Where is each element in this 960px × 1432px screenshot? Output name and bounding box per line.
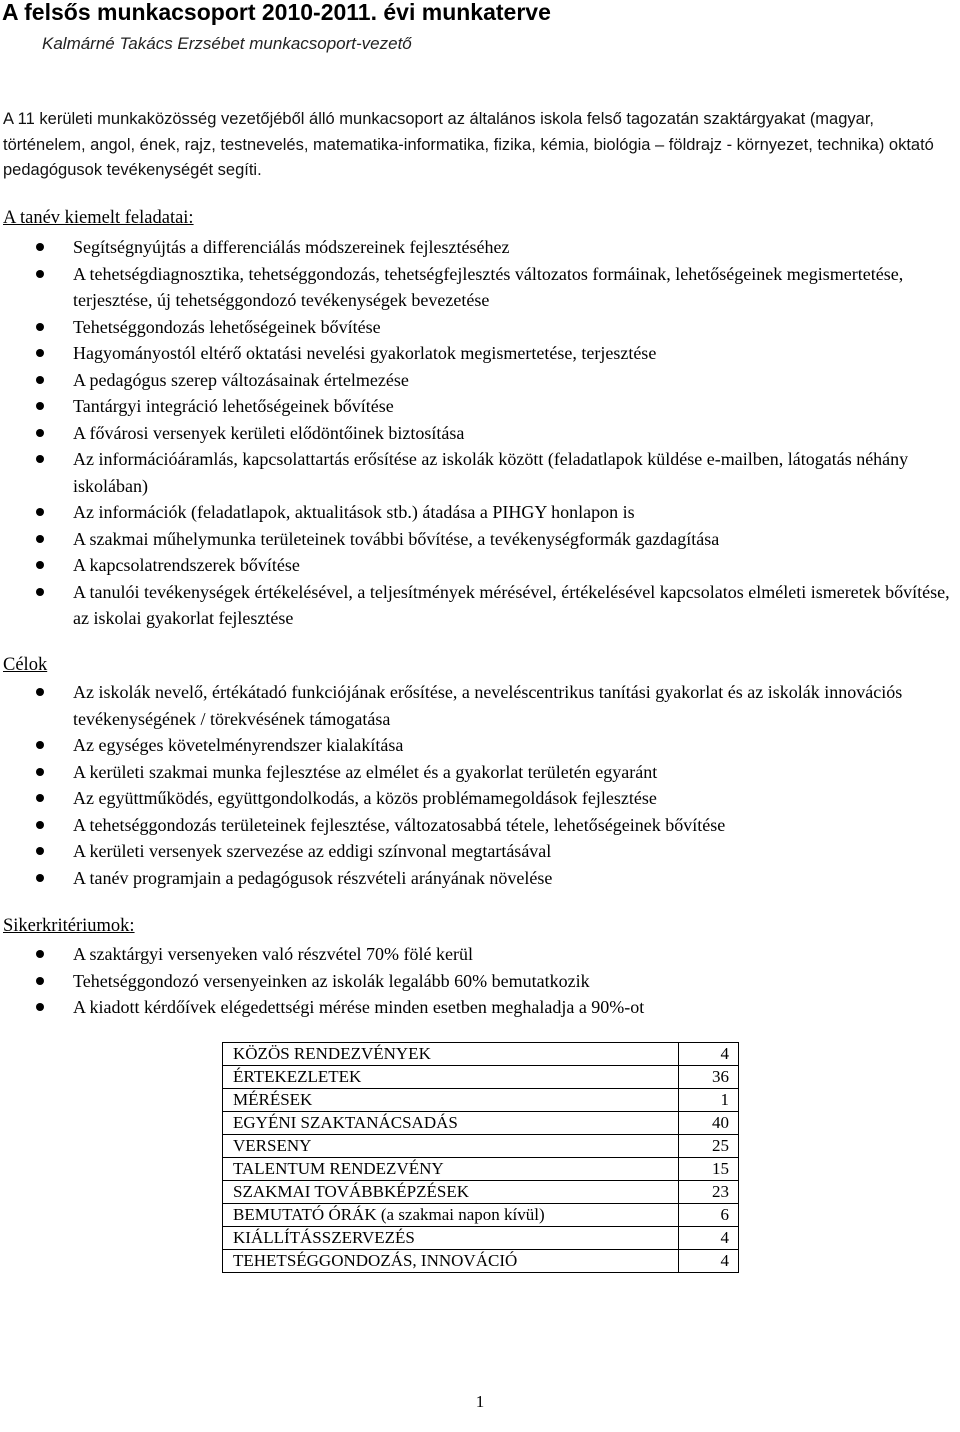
intro-paragraph: A 11 kerületi munkaközösség vezetőjéből álló munkacsoport az általános iskola felső tagozatán szaktárgyakat (magyar, történelem, angol, ének, rajz, testnevelés, matematika-informatika, fizika, kémia, biológia – földrajz - környezet, technika) oktató pedagógusok tevékenységét segíti.	[3, 110, 934, 179]
list-item: A tehetséggondozás területeinek fejlesztése, változatosabbá tétele, lehetőségeinek bővítése	[0, 812, 950, 839]
list-item: Segítségnyújtás a differenciálás módszereinek fejlesztéséhez	[0, 234, 950, 261]
list-item: A tanulói tevékenységek értékelésével, a teljesítmények mérésével, értékelésével kapcsolatos elméleti ismeretek bővítése, az iskolai gyakorlat fejlesztése	[0, 579, 950, 632]
table-row	[223, 1066, 739, 1089]
event-count: 4	[679, 1043, 739, 1066]
list-item: A kerületi versenyek szervezése az eddigi színvonal megtartásával	[0, 838, 950, 865]
tasks-list	[0, 234, 950, 632]
list-item: A szakmai műhelymunka területeinek további bővítése, a tevékenységformák gazdagítása	[0, 526, 950, 553]
list-item: Hagyományostól eltérő oktatási nevelési gyakorlatok megismertetése, terjesztése	[0, 340, 950, 367]
list-item: Tehetséggondozó versenyeinken az iskolák legalább 60% bemutatkozik	[0, 968, 950, 995]
event-count: 1	[679, 1089, 739, 1112]
event-count: 36	[679, 1066, 739, 1089]
table-row	[223, 1112, 739, 1135]
event-count: 4	[679, 1250, 739, 1273]
event-label: ÉRTEKEZLETEK	[223, 1066, 679, 1089]
table-row	[223, 1227, 739, 1250]
event-count: 15	[679, 1158, 739, 1181]
event-count: 23	[679, 1181, 739, 1204]
criteria-list	[0, 941, 950, 1021]
table-row	[223, 1250, 739, 1273]
list-item: Az információk (feladatlapok, aktualitások stb.) átadása a PIHGY honlapon is	[0, 499, 950, 526]
list-item: A fővárosi versenyek kerületi elődöntőinek biztosítása	[0, 420, 950, 447]
event-label: MÉRÉSEK	[223, 1089, 679, 1112]
table-row	[223, 1089, 739, 1112]
table-row	[223, 1158, 739, 1181]
event-count: 25	[679, 1135, 739, 1158]
list-item: A kiadott kérdőívek elégedettségi mérése minden esetben meghaladja a 90%-ot	[0, 994, 950, 1021]
list-item: Tantárgyi integráció lehetőségeinek bővítése	[0, 393, 950, 420]
list-item: A kapcsolatrendszerek bővítése	[0, 552, 950, 579]
list-item: A szaktárgyi versenyeken való részvétel 70% fölé kerül	[0, 941, 950, 968]
tasks-heading: A tanév kiemelt feladatai:	[3, 208, 194, 228]
table-row	[223, 1181, 739, 1204]
event-label: KÖZÖS RENDEZVÉNYEK	[223, 1043, 679, 1066]
event-label: SZAKMAI TOVÁBBKÉPZÉSEK	[223, 1181, 679, 1204]
list-item: Az iskolák nevelő, értékátadó funkciójának erősítése, a neveléscentrikus tanítási gyakorlat és az iskolák innovációs tevékenységének / törekvésének támogatása	[0, 679, 950, 732]
table-row	[223, 1043, 739, 1066]
event-label: EGYÉNI SZAKTANÁCSADÁS	[223, 1112, 679, 1135]
list-item: Az egységes követelményrendszer kialakítása	[0, 732, 950, 759]
table-row	[223, 1204, 739, 1227]
event-label: VERSENY	[223, 1135, 679, 1158]
event-label: TEHETSÉGGONDOZÁS, INNOVÁCIÓ	[223, 1250, 679, 1273]
document-author: Kalmárné Takács Erzsébet munkacsoport-vezető	[42, 34, 412, 53]
list-item: A tehetségdiagnosztika, tehetséggondozás, tehetségfejlesztés változatos formáinak, lehetőségeinek megismertetése, terjesztése, új tehetséggondozó tevékenységek bevezetése	[0, 261, 950, 314]
event-count: 4	[679, 1227, 739, 1250]
criteria-heading: Sikerkritériumok:	[3, 916, 135, 936]
list-item: Az információáramlás, kapcsolattartás erősítése az iskolák között (feladatlapok küldése e-mailben, látogatás néhány iskolában)	[0, 446, 950, 499]
list-item: Tehetséggondozás lehetőségeinek bővítése	[0, 314, 950, 341]
list-item: A tanév programjain a pedagógusok részvételi arányának növelése	[0, 865, 950, 892]
page-number: 1	[475, 1392, 485, 1411]
document-title: A felsős munkacsoport 2010-2011. évi munkaterve	[2, 0, 551, 25]
table-row	[223, 1135, 739, 1158]
event-label: TALENTUM RENDEZVÉNY	[223, 1158, 679, 1181]
goals-heading: Célok	[3, 655, 48, 675]
list-item: Az együttműködés, együttgondolkodás, a közös problémamegoldások fejlesztése	[0, 785, 950, 812]
events-table	[222, 1042, 739, 1273]
event-label: KIÁLLÍTÁSSZERVEZÉS	[223, 1227, 679, 1250]
list-item: A pedagógus szerep változásainak értelmezése	[0, 367, 950, 394]
event-label: BEMUTATÓ ÓRÁK (a szakmai napon kívül)	[223, 1204, 679, 1227]
event-count: 6	[679, 1204, 739, 1227]
goals-list	[0, 679, 950, 891]
list-item: A kerületi szakmai munka fejlesztése az elmélet és a gyakorlat területén egyaránt	[0, 759, 950, 786]
event-count: 40	[679, 1112, 739, 1135]
